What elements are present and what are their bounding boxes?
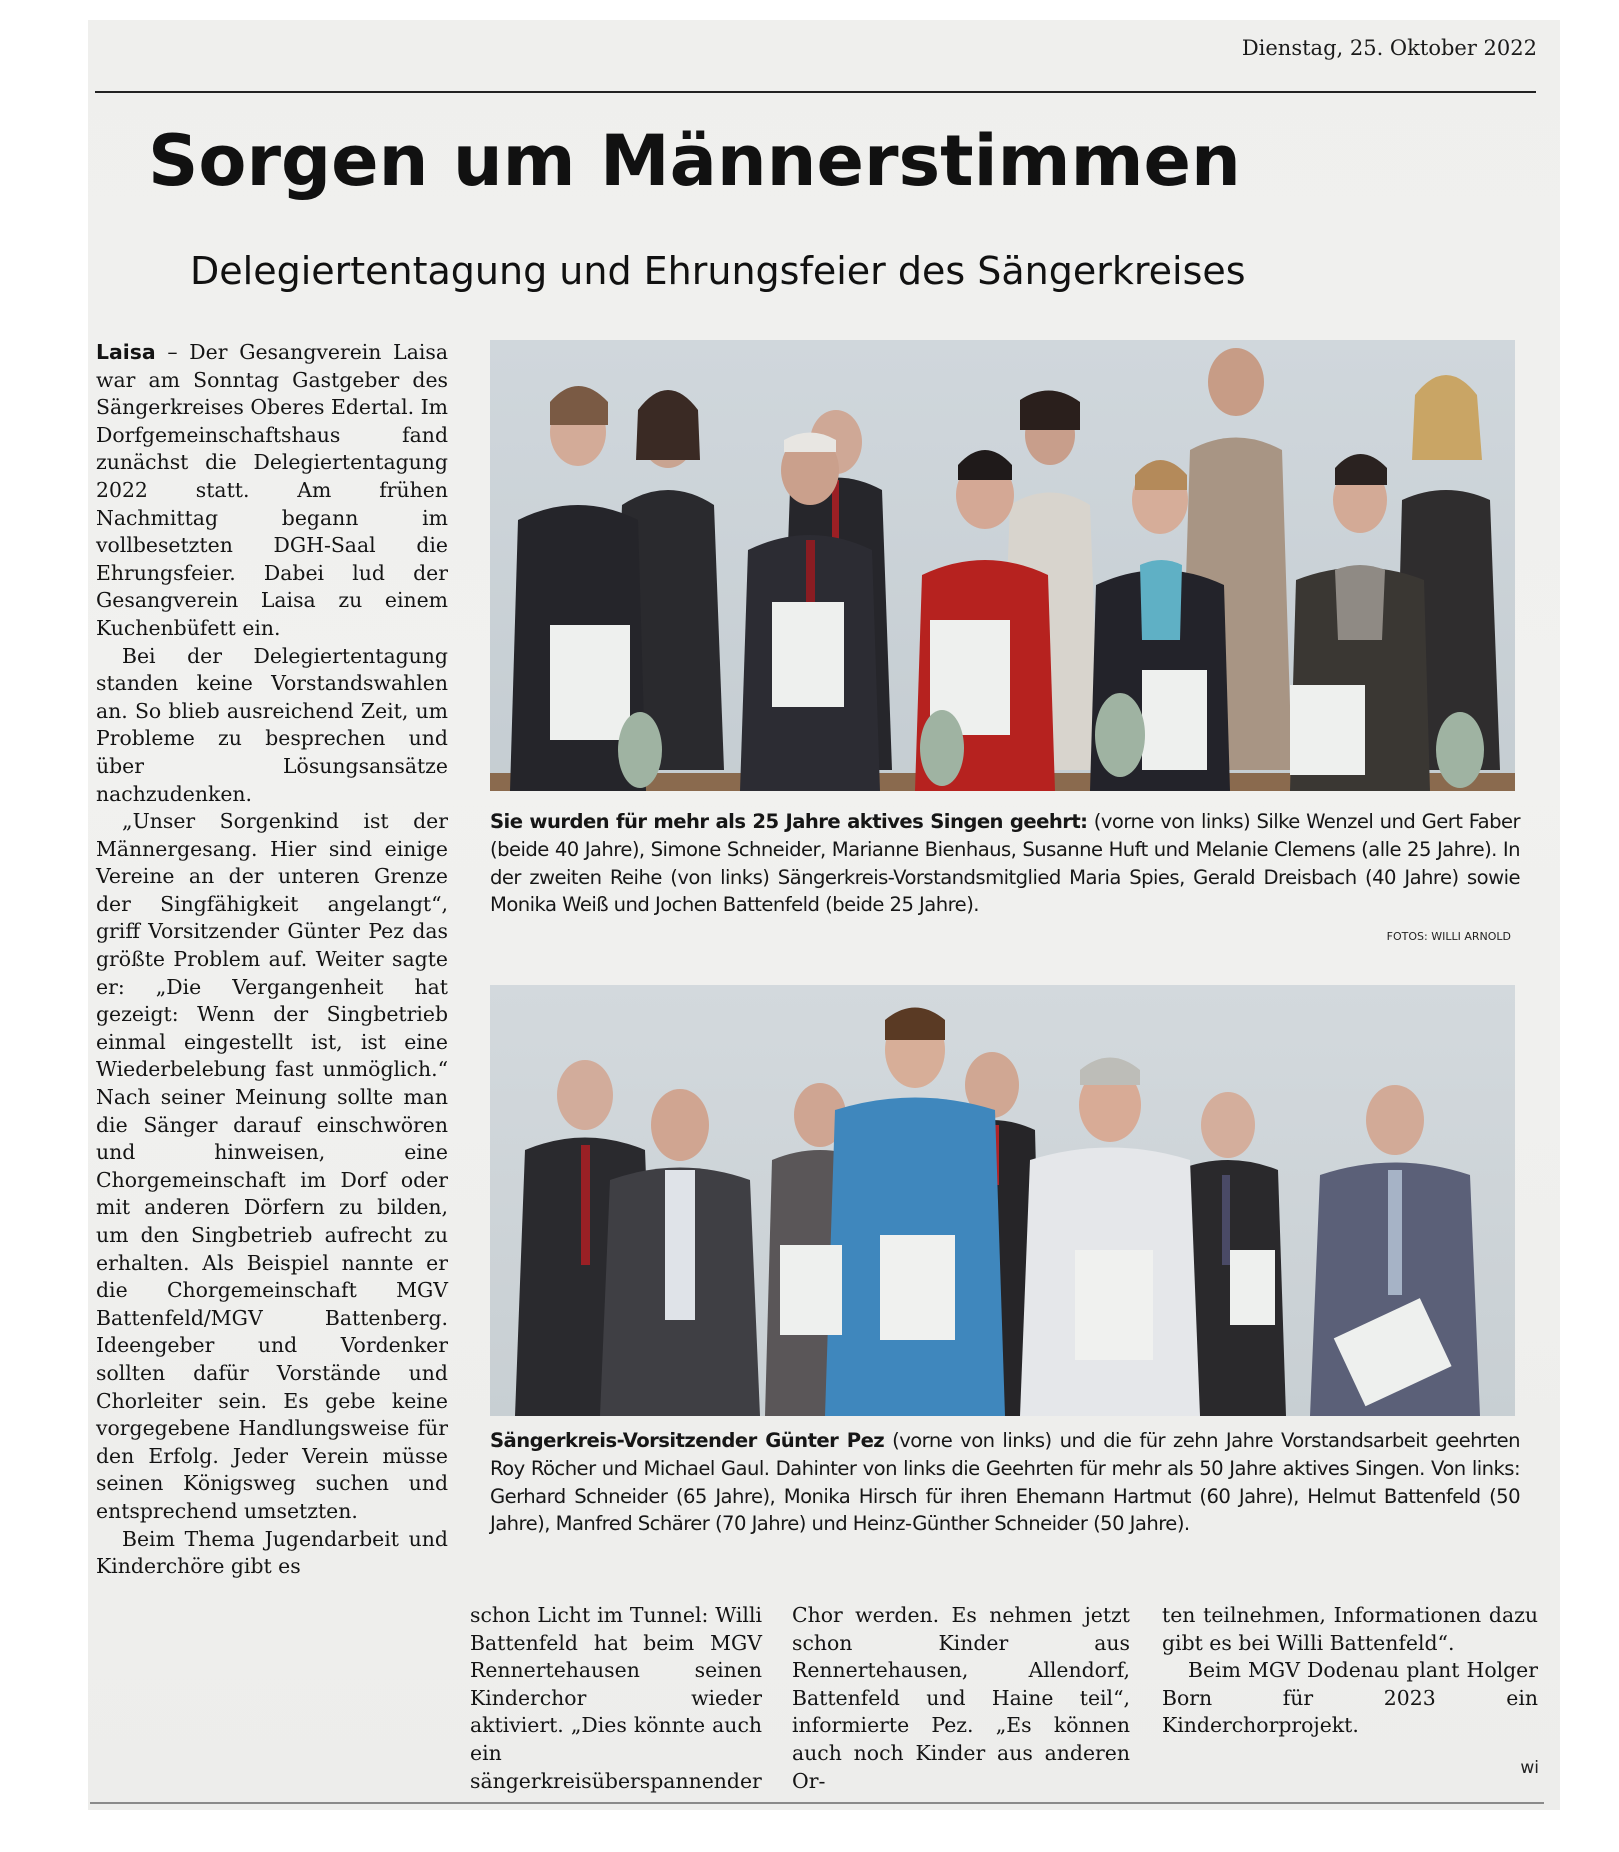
paragraph: Bei der Delegiertentagung standen keine Vorstandswahlen an. So blieb ausreichend Zeit, um Probleme zu besprechen und über Lösungsansätze nachzudenken. [96,643,448,806]
paragraph: ten teilnehmen, Informationen dazu gibt es bei Willi Battenfeld“. [1162,1603,1538,1655]
footer-rule [90,1802,1544,1804]
author-initials: wi [1520,1758,1539,1778]
certificate [1142,670,1207,770]
article-column-2 [470,1602,762,1795]
paragraph: Chor werden. Es nehmen jetzt schon Kinder aus Rennertehausen, Allendorf, Battenfeld und Haine teil“, informierte Pez. „Es können auch noch Kinder aus anderen Or- [792,1603,1130,1793]
certificate [780,1245,842,1335]
photo-honorees-25-years [490,340,1515,791]
flower-bouquet [618,712,662,788]
headline: Sorgen um Männerstimmen [148,120,1241,202]
certificate [1290,685,1365,775]
paragraph-intro [96,339,448,643]
article-column-4 [1162,1602,1538,1740]
certificate [1230,1250,1275,1325]
certificate [772,602,844,707]
paragraph-text: – Der Gesangverein Laisa war am Sonntag Gastgeber des Sängerkreises Oberes Edertal. Im Dorfgemeinschaftshaus fand zunächst die Delegiertentagung 2022 statt. Am frühen Nachmittag begann im vollbesetzten DGH-Saal die Ehrungsfeier. Dabei lud der Gesangverein Laisa zu einem Kuchenbüfett ein. [96,340,448,640]
flower-bouquet [1095,693,1145,777]
caption-lead: Sängerkreis-Vorsitzender Günter Pez [490,1429,885,1452]
photo1-caption [490,808,1520,919]
article-column-3 [792,1602,1130,1795]
flower-bouquet [1436,712,1484,788]
certificate [880,1235,955,1340]
caption-lead: Sie wurden für mehr als 25 Jahre aktives Singen geehrt: [490,810,1088,833]
photo-credit: FOTOS: WILLI ARNOLD [1386,930,1511,943]
paragraph: Beim MGV Dodenau plant Holger Born für 2023 ein Kinderchorprojekt. [1162,1658,1538,1738]
subheadline: Delegiertentagung und Ehrungsfeier des Sängerkreises [190,249,1246,293]
caption-text: (vorne von links) und die für zehn Jahre Vorstandsarbeit geehrten Roy Röcher und Michael Gaul. Dahinter von links die Geehrten für mehr als 50 Jahre aktives Singen. Von links: Gerhard Schneider (65 Jahre), Monika Hirsch für ihren Ehemann Hartmut (60 Jahre), Helmut Battenfeld (50 Jahre), Manfred Schärer (70 Jahre) und Heinz-Günther Schneider (50 Jahre). [490,1429,1520,1536]
certificate [550,625,630,740]
issue-date: Dienstag, 25. Oktober 2022 [1241,36,1537,60]
caption-text: (vorne von links) Silke Wenzel und Gert Faber (beide 40 Jahre), Simone Schneider, Marianne Bienhaus, Susanne Huft und Melanie Clemens (alle 25 Jahre). In der zweiten Reihe (von links) Sängerkreis-Vorstandsmitglied Maria Spies, Gerald Dreisbach (40 Jahre) sowie Monika Weiß und Jochen Battenfeld (beide 25 Jahre). [490,810,1520,917]
dateline: Laisa [96,340,156,364]
paragraph: „Unser Sorgenkind ist der Männergesang. Hier sind einige Vereine an der unteren Grenze der Singfähigkeit angelangt“, griff Vorsitzender Günter Pez das größte Problem auf. Weiter sagte er: „Die Vergangenheit hat gezeigt: Wenn der Singbetrieb einmal eingestellt ist, ist eine Wiederbelebung fast unmöglich.“ Nach seiner Meinung sollte man die Sänger darauf einschwören und hinweisen, eine Chorgemeinschaft im Dorf oder mit anderen Dörfern zu bilden, um den Singbetrieb aufrecht zu erhalten. Als Beispiel nannte er die Chorgemeinschaft MGV Battenfeld/MGV Battenberg. Ideengeber und Vordenker sollten dafür Vorstände und Chorleiter sein. Es gebe keine vorgegebene Handlungsweise für den Erfolg. Jeder Verein müsse seinen Königsweg suchen und entsprechend umsetzten. [96,809,448,1523]
header-rule [95,91,1536,93]
paragraph: Beim Thema Jugendarbeit und Kinderchöre gibt es [96,1526,448,1579]
paragraph: schon Licht im Tunnel: Willi Battenfeld hat beim MGV Rennertehausen seinen Kinderchor wieder aktiviert. „Dies könnte auch ein sängerkreisüberspannender [470,1603,762,1793]
photo-honorees-50-years [490,985,1515,1416]
flower-bouquet [920,710,964,786]
group-photo-image [490,985,1515,1416]
certificate [1075,1250,1153,1360]
photo2-caption [490,1427,1520,1538]
group-photo-image [490,340,1515,791]
article-column-1 [96,339,448,1581]
